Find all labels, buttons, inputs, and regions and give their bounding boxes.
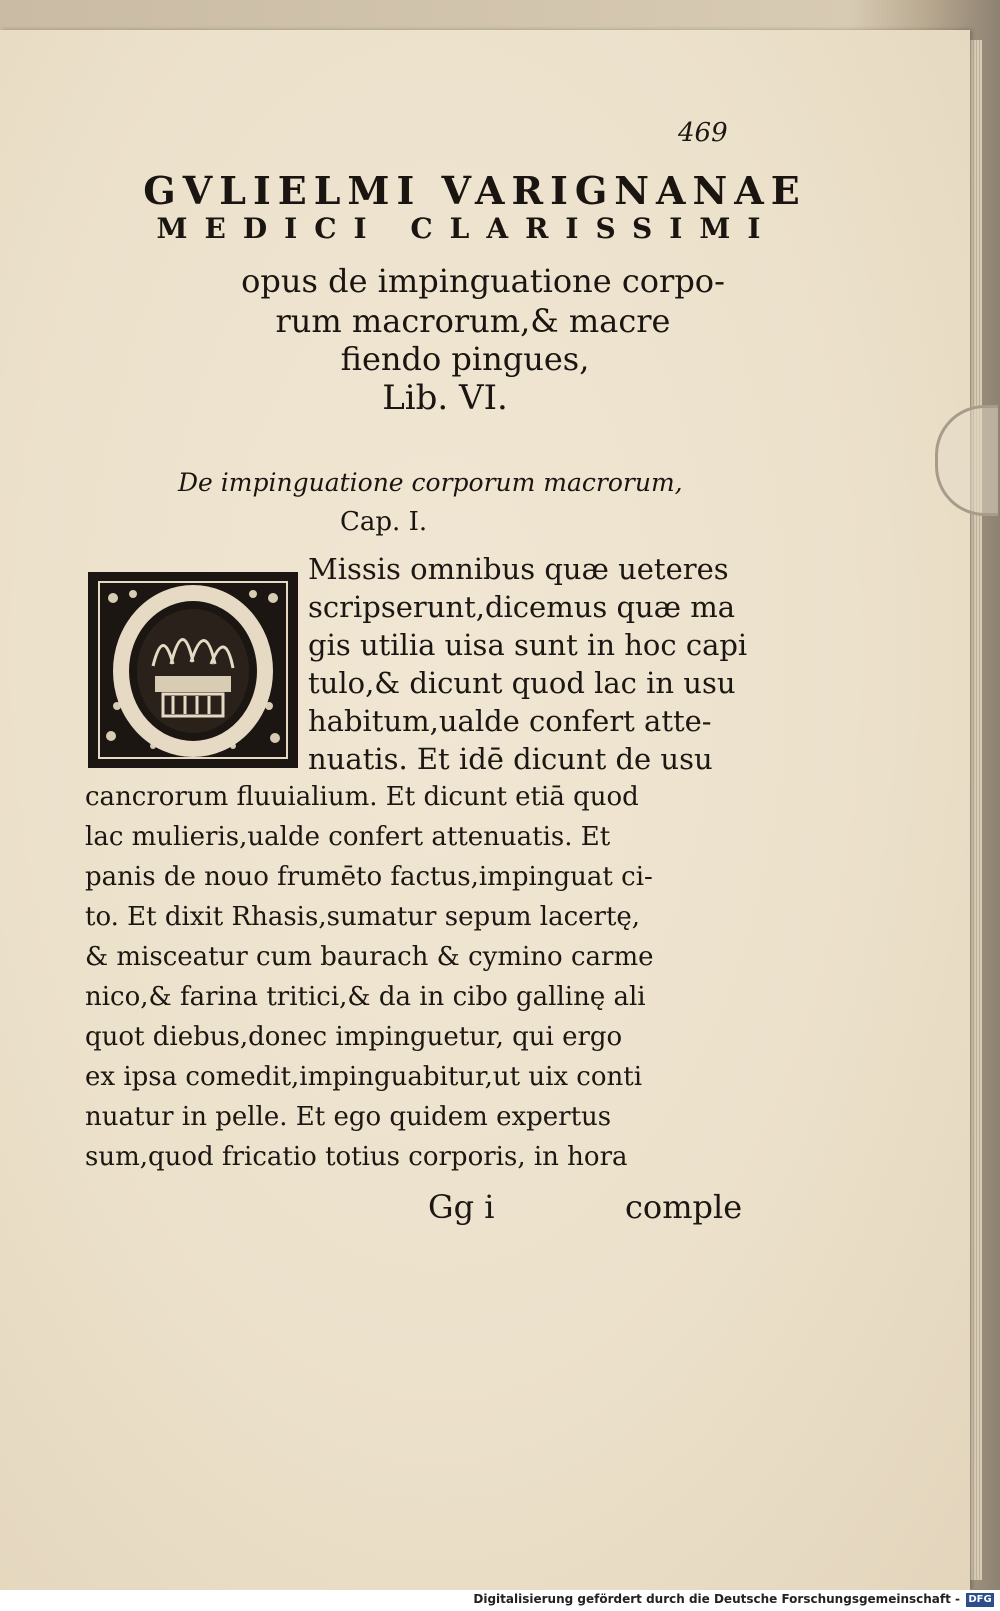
body-line-15: nuatur in pelle. Et ego quidem expertus	[85, 1102, 612, 1132]
title-line-6: Lib. VI.	[382, 378, 508, 418]
title-line-1: GVLIELMI VARIGNANAE	[143, 168, 807, 213]
body-line-6: nuatis. Et idē dicunt de usu	[308, 742, 713, 776]
body-line-13: quot diebus,donec impinguetur, qui ergo	[85, 1022, 623, 1052]
decorated-initial-o-icon	[92, 576, 294, 764]
body-line-8: lac mulieris,ualde confert attenuatis. Et	[85, 822, 611, 852]
body-line-3: gis utilia uisa sunt in hoc capi	[308, 628, 748, 662]
signature-mark: Gg i	[428, 1188, 495, 1226]
body-line-4: tulo,& dicunt quod lac in usu	[308, 666, 736, 700]
body-line-16: sum,quod fricatio totius corporis, in hora	[85, 1142, 628, 1172]
chapter-number: Cap. I.	[340, 507, 428, 537]
chapter-title: De impinguatione corporum macrorum,	[178, 468, 683, 497]
title-line-3: opus de impinguatione corpo-	[241, 262, 725, 300]
body-line-12: nico,& farina tritici,& da in cibo gallinę ali	[85, 982, 646, 1012]
body-line-2: scripserunt,dicemus quæ ma	[308, 590, 735, 624]
page-number: 469	[678, 118, 728, 148]
body-line-5: habitum,ualde confert atte-	[308, 704, 712, 738]
body-line-1: Missis omnibus quæ ueteres	[308, 552, 729, 586]
title-line-2: MEDICI CLARISSIMI	[156, 212, 778, 245]
body-line-10: to. Et dixit Rhasis,sumatur sepum lacertę,	[85, 902, 641, 932]
body-line-9: panis de nouo frumēto factus,impinguat ci-	[85, 862, 653, 892]
footer-bar	[0, 1590, 1000, 1611]
body-line-11: & misceatur cum baurach & cymino carme	[85, 942, 654, 972]
footer-credit: Digitalisierung gefördert durch die Deutsche Forschungsgemeinschaft -	[473, 1592, 960, 1606]
body-line-7: cancrorum fluuialium. Et dicunt etiā quod	[85, 782, 639, 812]
body-line-14: ex ipsa comedit,impinguabitur,ut uix conti	[85, 1062, 643, 1092]
dfg-logo-icon: DFG	[966, 1593, 994, 1607]
catchword: comple	[625, 1188, 743, 1226]
title-line-5: fiendo pingues,	[340, 340, 590, 378]
decorated-initial	[88, 572, 298, 768]
title-line-4: rum macrorum,& macre	[275, 302, 671, 340]
